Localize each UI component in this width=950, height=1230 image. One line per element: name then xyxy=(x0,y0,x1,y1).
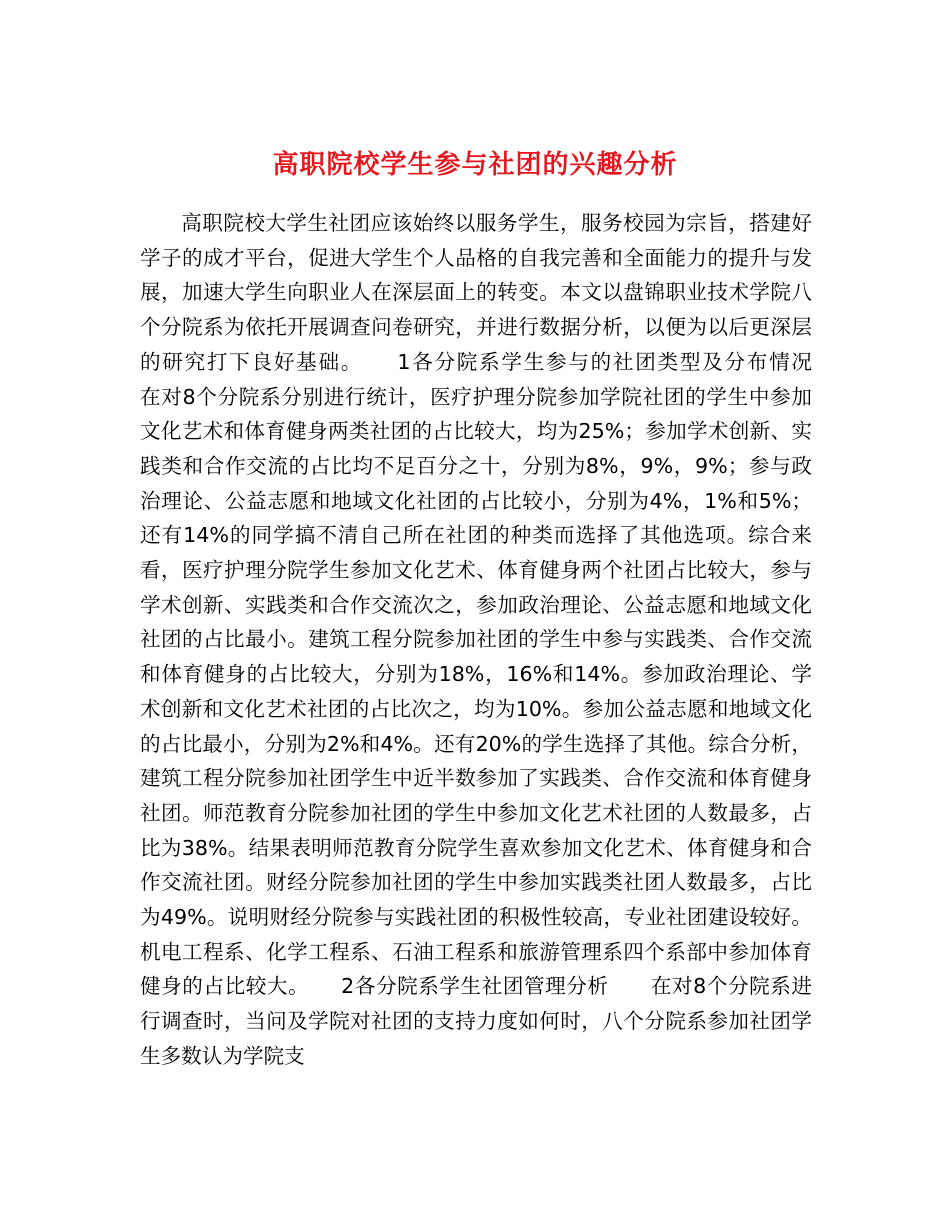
document-title: 高职院校学生参与社团的兴趣分析 xyxy=(272,150,678,181)
document-body-paragraph: 高职院校大学生社团应该始终以服务学生，服务校园为宗旨，搭建好学子的成才平台，促进大学生个人品格的自我完善和全面能力的提升与发展，加速大学生向职业人在深层面上的转变。本文以盘锦职业技术学院八个分院系为依托开展调查问卷研究，并进行数据分析，以便为以后更深层的研究打下良好基础。 1各分院系学生参与的社团类型及分布情况 在对8个分院系分别进行统计，医疗护理分院参加学院社团的学生中参加文化艺术和体育健身两类社团的占比较大，均为25%；参加学术创新、实践类和合作交流的占比均不足百分之十，分别为8%，9%，9%；参与政治理论、公益志愿和地域文化社团的占比较小，分别为4%，1%和5%；还有14%的同学搞不清自己所在社团的种类而选择了其他选项。综合来看，医疗护理分院学生参加文化艺术、体育健身两个社团占比较大，参与学术创新、实践类和合作交流次之，参加政治理论、公益志愿和地域文化社团的占比最小。建筑工程分院参加社团的学生中参与实践类、合作交流和体育健身的占比较大，分别为18%，16%和14%。参加政治理论、学术创新和文化艺术社团的占比次之，均为10%。参加公益志愿和地域文化的占比最小，分别为2%和4%。还有20%的学生选择了其他。综合分析，建筑工程分院参加社团学生中近半数参加了实践类、合作交流和体育健身社团。师范教育分院参加社团的学生中参加文化艺术社团的人数最多，占比为38%。结果表明师范教育分院学生喜欢参加文化艺术、体育健身和合作交流社团。财经分院参加社团的学生中参加实践类社团人数最多，占比为49%。说明财经分院参与实践社团的积极性较高，专业社团建设较好。机电工程系、化学工程系、石油工程系和旅游管理系四个系部中参加体育健身的占比较大。 2各分院系学生社团管理分析 在对8个分院系进行调查时，当问及学院对社团的支持力度如何时，八个分院系参加社团学生多数认为学院支 xyxy=(140,211,854,1068)
